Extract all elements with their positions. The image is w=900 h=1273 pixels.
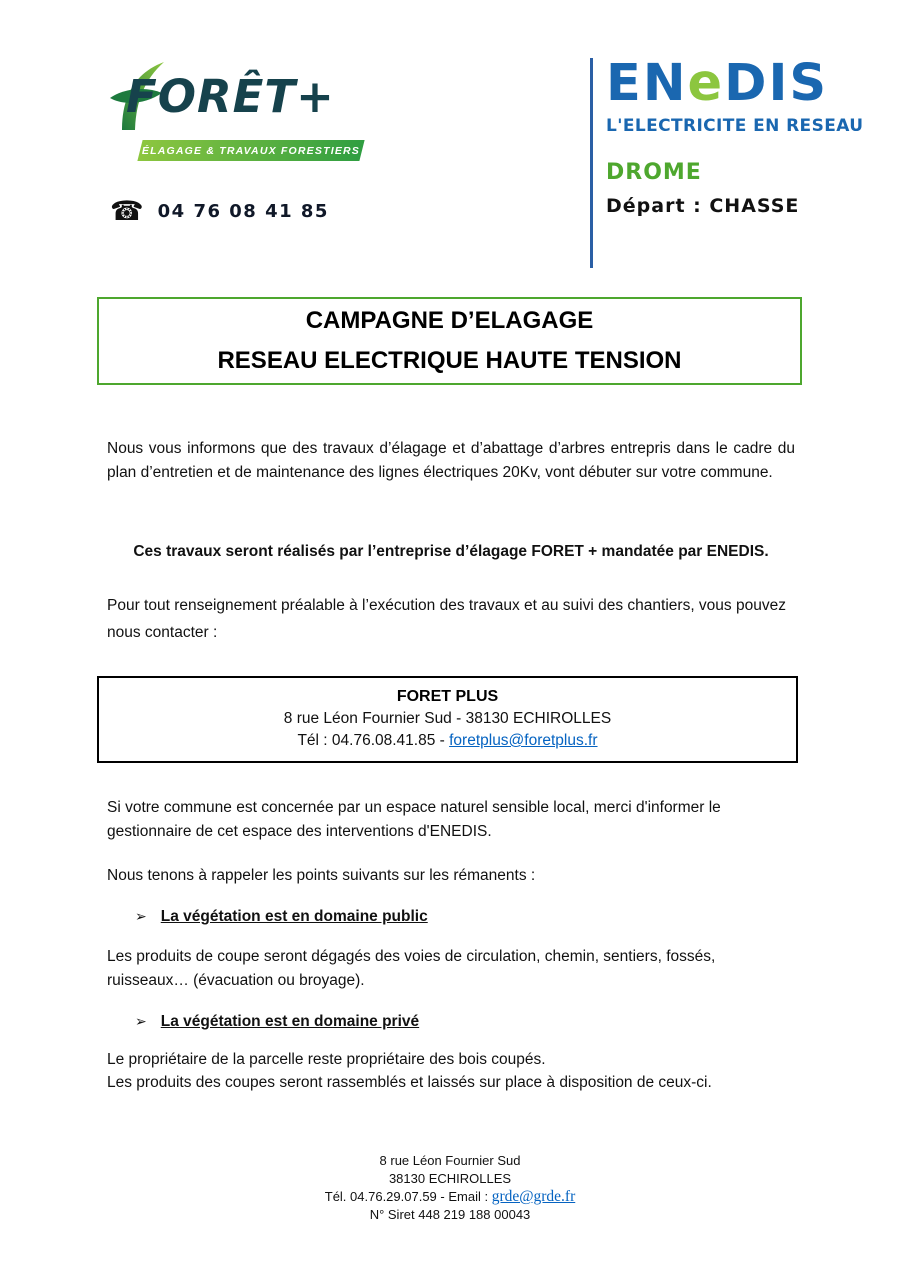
footer-address-line1: 8 rue Léon Fournier Sud [379,1153,521,1168]
enedis-logo-green-e: e [687,54,725,113]
paragraph-bold-mandate: Ces travaux seront réalisés par l’entreprise d’élagage FORET + mandatée par ENEDIS. [133,543,769,560]
footer-tel-prefix: Tél. 04.76.29.07.59 - Email : [324,1189,492,1204]
paragraph-intro: Nous vous informons que des travaux d’élagage et d’abattage d’arbres entrepris dans le cadre du plan d’entretien et de maintenance des lignes électriques 20Kv, vont débuter sur votre commune. [107,440,795,481]
footer-address-line2: 38130 ECHIROLLES [388,1170,512,1186]
enedis-logo-part2: DIS [724,54,829,113]
bullet-heading-public: La végétation est en domaine public [160,908,428,925]
bullet-text-prive-line2: Les produits des coupes seront rassemblés et laissés sur place à disposition de ceux-ci. [107,1074,712,1091]
foret-logo-text: FORÊT+ [126,70,335,123]
region-label: DROME [606,160,702,185]
bullet-domaine-public [135,908,428,926]
bullet-heading-prive: La végétation est en domaine privé [160,1013,420,1030]
footer-email-link[interactable]: grde@grde.fr [491,1188,576,1205]
contact-address: 8 rue Léon Fournier Sud - 38130 ECHIROLLES [283,710,612,727]
footer-contact-line [0,1187,900,1206]
depart-label: Départ : CHASSE [606,195,800,217]
contact-tel-line [99,730,796,752]
paragraph-contact-info: Pour tout renseignement préalable à l’exécution des travaux et au suivi des chantiers, vous pouvez nous contacter : [107,597,786,641]
foret-logo [110,60,380,161]
foret-logo-banner [137,140,364,161]
enedis-tagline: L'ELECTRICITE EN RESEAU [606,116,864,136]
title-box [97,297,802,385]
bullet-text-public: Les produits de coupe seront dégagés des voies de circulation, chemin, sentiers, fossés, ruisseaux… (évacuation ou broyage). [107,948,716,989]
arrow-bullet-icon: ➢ [135,908,147,924]
foret-logo-tagline: ÉLAGAGE & TRAVAUX FORESTIERS [141,144,361,157]
paragraph-espace-naturel: Si votre commune est concernée par un espace naturel sensible local, merci d'informer le gestionnaire de cet espace des interventions d'ENEDIS. [107,799,721,840]
phone-icon: ☎ [110,196,144,226]
phone-number: 04 76 08 41 85 [157,201,329,222]
footer-siret: N° Siret 448 219 188 00043 [369,1207,531,1222]
phone-row [110,198,329,225]
bullet-domaine-prive [135,1013,419,1031]
enedis-logo-part1: EN [606,54,688,113]
title-line-1: CAMPAGNE D’ELAGAGE [305,307,594,334]
enedis-block [606,54,866,217]
footer [0,1152,900,1224]
arrow-bullet-icon: ➢ [135,1013,147,1029]
contact-email-link[interactable]: foretplus@foretplus.fr [449,732,598,749]
bullet-text-prive-line1: Le propriétaire de la parcelle reste propriétaire des bois coupés. [107,1051,546,1068]
contact-box [97,676,798,763]
enedis-logo [606,54,866,113]
paragraph-remanents: Nous tenons à rappeler les points suivants sur les rémanents : [107,867,536,884]
title-line-2: RESEAU ELECTRIQUE HAUTE TENSION [217,347,682,374]
enedis-divider-line [590,58,593,268]
foret-logo-row [110,60,380,134]
contact-company-name: FORET PLUS [396,688,499,705]
contact-tel-prefix: Tél : 04.76.08.41.85 - [297,732,450,749]
